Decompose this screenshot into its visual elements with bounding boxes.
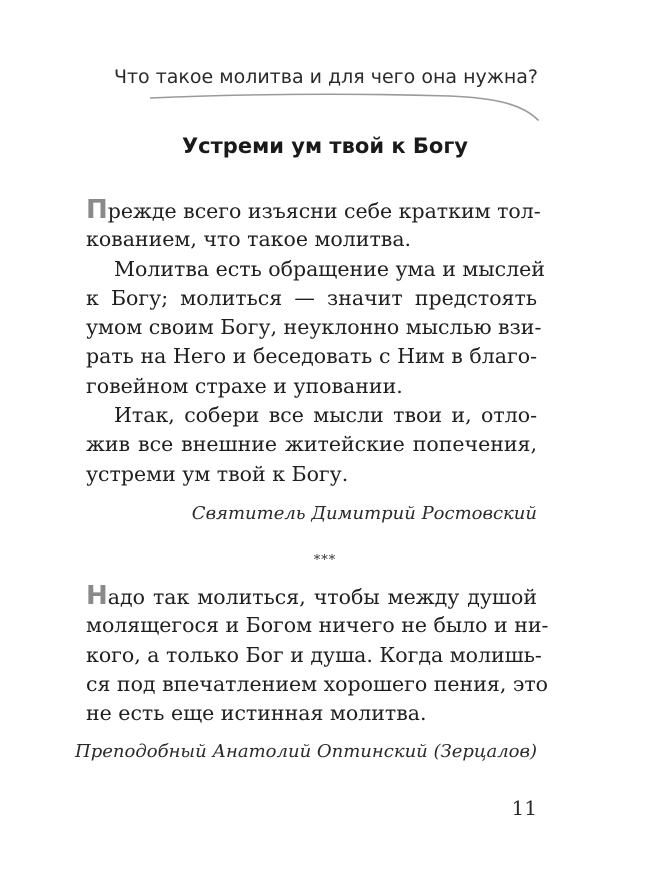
text-line: к Богу; молиться — значит предстоять bbox=[86, 285, 537, 310]
text-line: не есть еще истинная молитва. bbox=[86, 701, 427, 726]
line-text: адо так молиться, чтобы между душой bbox=[107, 585, 537, 609]
passage-2 bbox=[86, 581, 549, 728]
text-line: молящегося и Богом ничего не было и ни- bbox=[86, 613, 549, 638]
text-line bbox=[86, 195, 541, 225]
text-line: ся под впечатлением хорошего пения, это bbox=[86, 671, 549, 696]
attribution: Святитель Димитрий Ростовский bbox=[191, 503, 537, 524]
text-line: кого, а только Бог и душа. Когда молишь- bbox=[86, 642, 542, 667]
chapter-title: Устреми ум твой к Богу bbox=[181, 134, 468, 158]
text-line: говейном страхе и уповании. bbox=[86, 373, 403, 398]
text-line: жив все внешние житейские попечения, bbox=[86, 432, 537, 457]
drop-cap: Н bbox=[86, 581, 108, 611]
line-text: режде всего изъясни себе кратким тол- bbox=[107, 199, 541, 223]
text-line: кованием, что такое молитва. bbox=[86, 227, 412, 252]
text-line: Итак, собери все мысли твои и, отло- bbox=[114, 403, 537, 428]
text-line: Молитва есть обращение ума и мыслей bbox=[114, 256, 545, 281]
attribution: Преподобный Анатолий Оптинский (Зерцалов) bbox=[75, 741, 537, 762]
decorative-swoosh bbox=[150, 92, 540, 122]
text-line: рать на Него и беседовать с Ним в благо- bbox=[86, 344, 537, 369]
text-line: устреми ум твой к Богу. bbox=[86, 461, 349, 486]
drop-cap: П bbox=[86, 195, 108, 225]
passage-1 bbox=[86, 195, 545, 489]
page-number: 11 bbox=[511, 796, 537, 820]
running-head: Что такое молитва и для чего она нужна? bbox=[113, 66, 538, 88]
text-line: умом своим Богу, неуклонно мыслью взи- bbox=[86, 315, 542, 340]
text-line bbox=[86, 582, 537, 611]
section-separator: *** bbox=[313, 553, 337, 568]
